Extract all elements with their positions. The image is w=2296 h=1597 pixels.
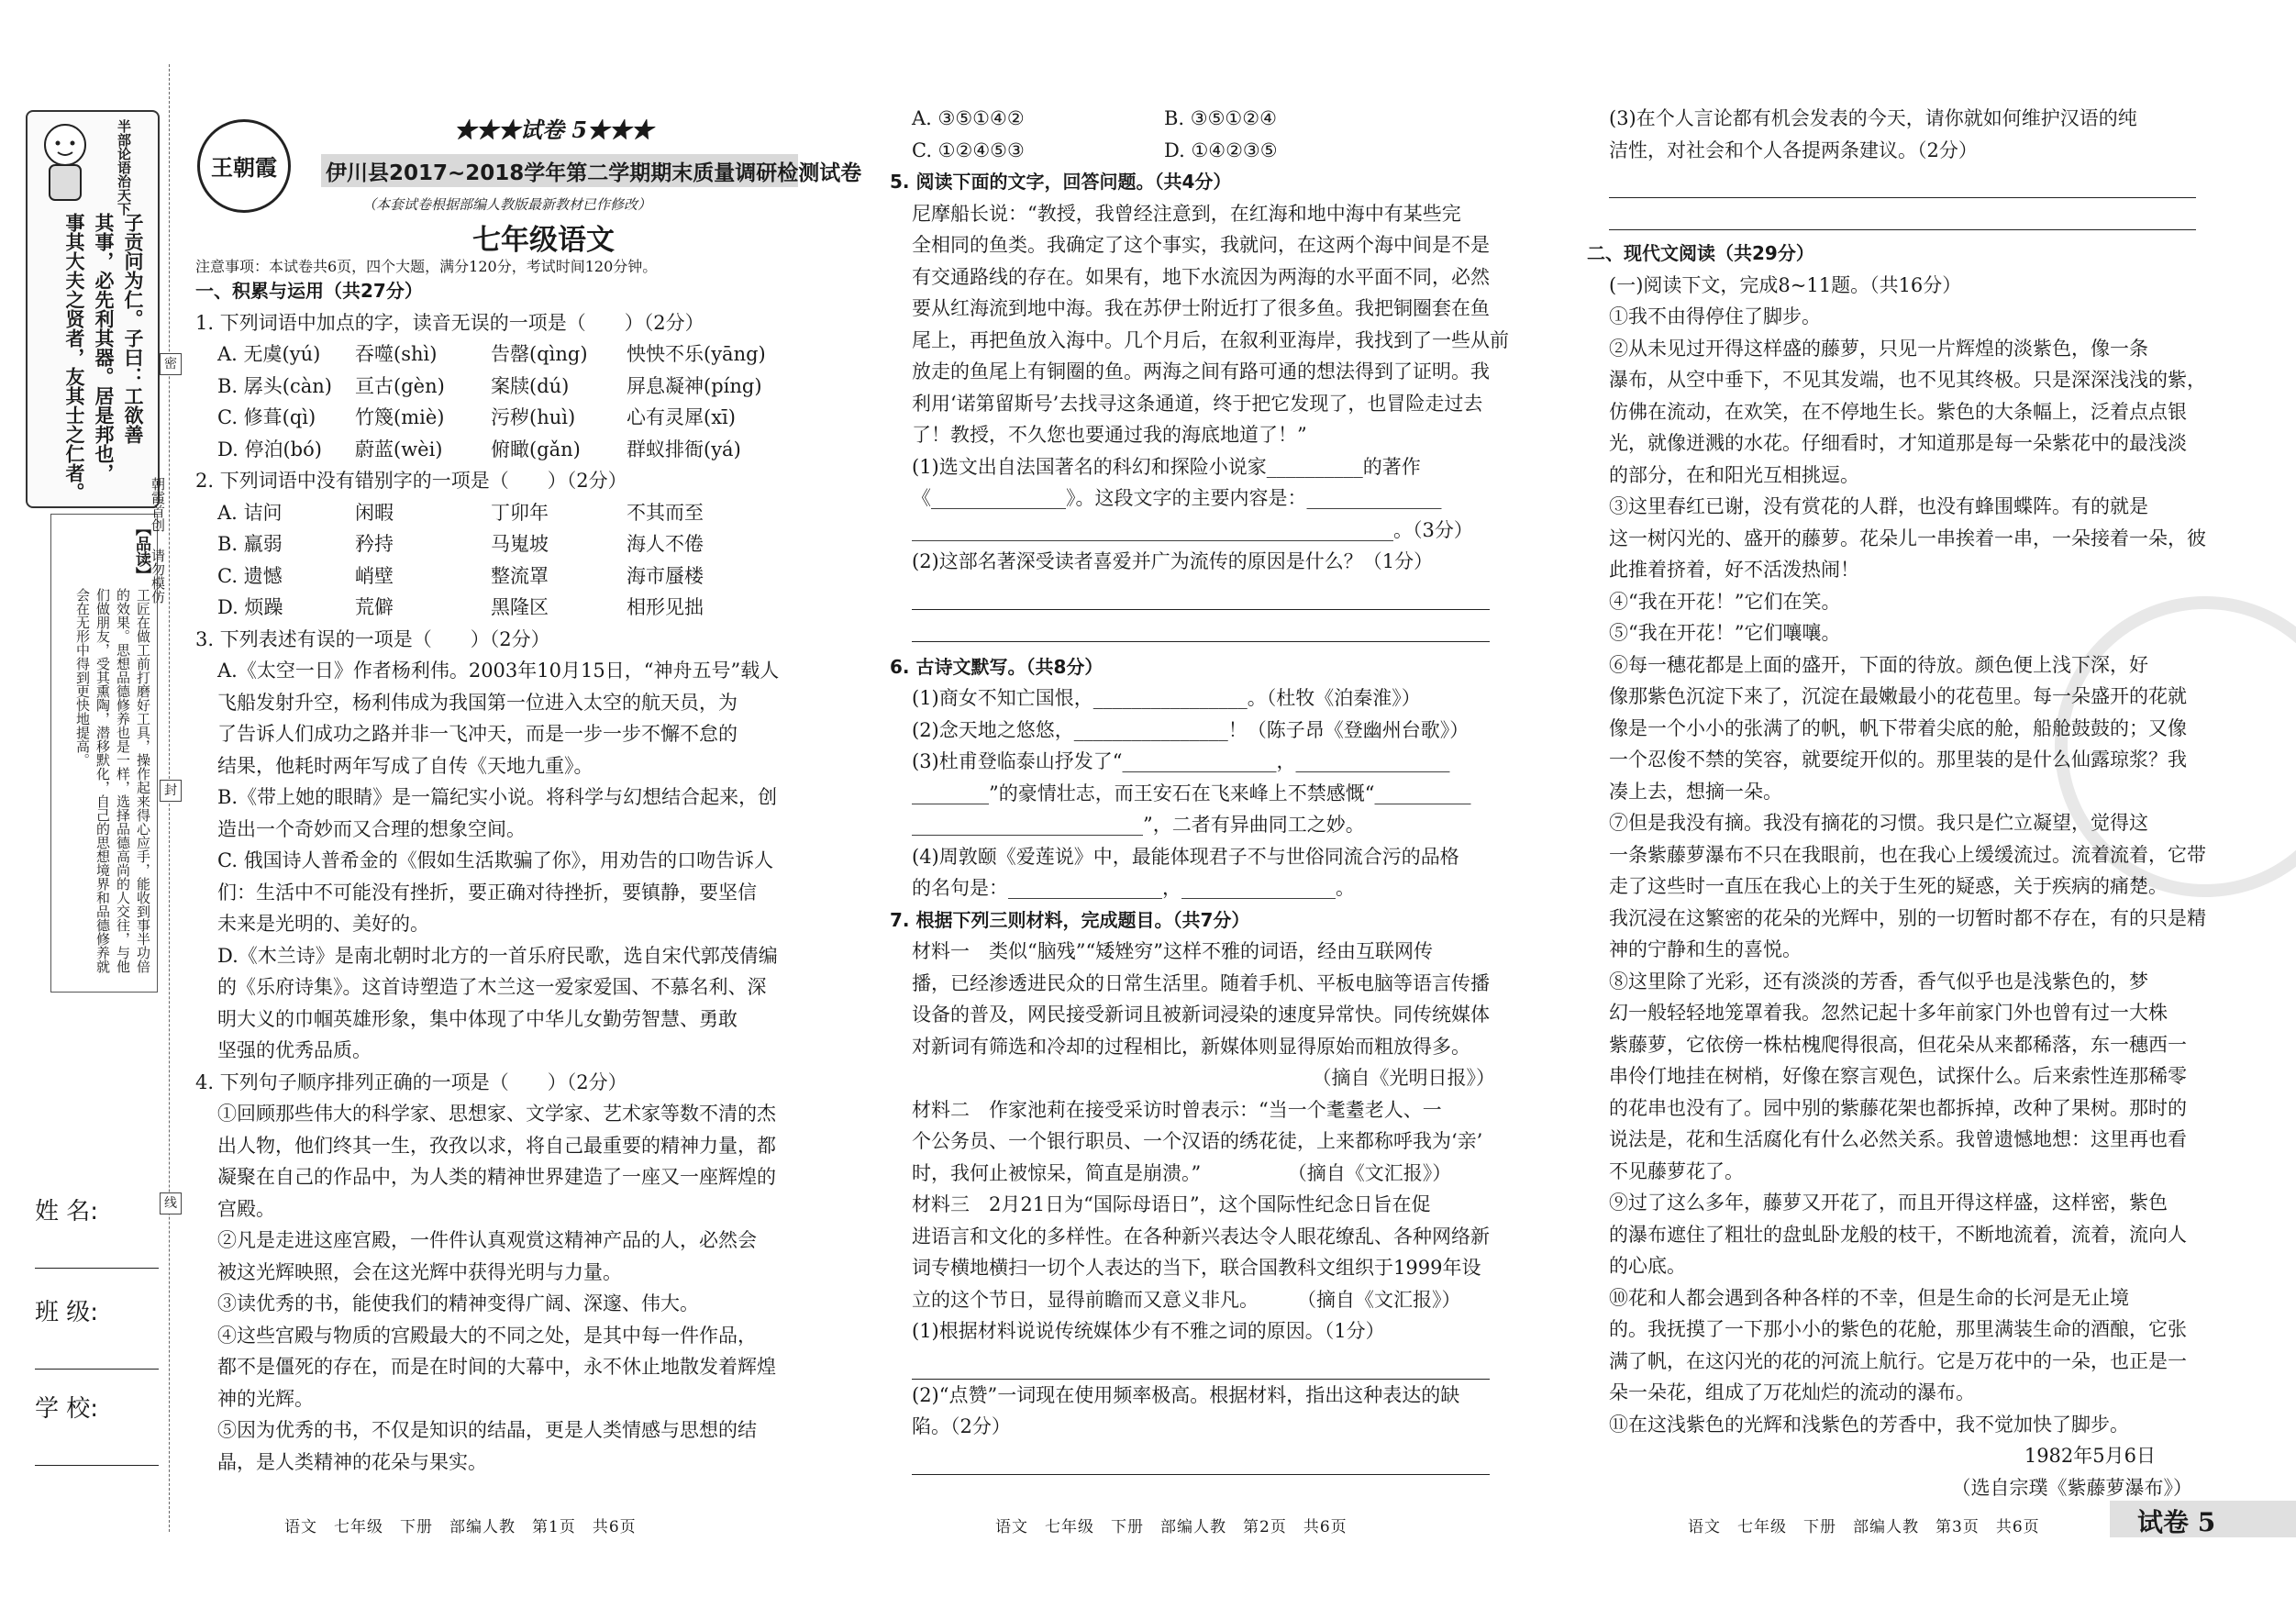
passage-line: 的心底。 xyxy=(1609,1255,1686,1277)
q2-option-row-2[interactable] xyxy=(217,560,819,593)
q2-option-cell: 矜持 xyxy=(355,533,394,555)
footer-paper-tag: 试卷 5 xyxy=(2137,1507,2216,1537)
q2-option-cell: 整流罩 xyxy=(491,564,549,587)
q4-opt-d[interactable]: D. ①④②③⑤ xyxy=(1164,139,1278,161)
q5-stem: 5. 阅读下面的文字，回答问题。（共4分） xyxy=(890,171,1232,193)
q7-2-answer-line[interactable] xyxy=(912,1443,1490,1475)
pindu-title: 【品读】 xyxy=(132,520,150,582)
passage-line: 此推着挤着，好不活泼热闹！ xyxy=(1609,559,1859,581)
q5-passage-line: 了！教授，不久您也要通过我的海底地道了！” xyxy=(912,424,1307,446)
material-1 xyxy=(890,936,1514,1062)
q4-line: 宫殿。 xyxy=(217,1197,275,1220)
q1-option-cell: B. 孱头(càn) xyxy=(217,374,332,397)
q1-option-cell: 群蚁排衙(yá) xyxy=(627,438,741,460)
q3-line: 坚强的优秀品质。 xyxy=(217,1039,372,1061)
seal-mark-3: 线 xyxy=(160,1192,182,1214)
section-1-title: 一、积累与运用（共27分） xyxy=(195,280,423,302)
motto-small: 半部论语治天下 xyxy=(116,119,132,216)
q3-line: 的《乐府诗集》。这首诗塑造了木兰这一爱家爱国、不慕名利、深 xyxy=(217,976,767,998)
q5-passage-line: 尼摩船长说：“教授，我曾经注意到，在红海和地中海中有某些完 xyxy=(912,202,1461,225)
header xyxy=(188,92,862,275)
q4-line: 晶，是人类精神的花朵与果实。 xyxy=(217,1450,487,1473)
passage-line: 的。我抚摸了一下那小小的紫色的花舱，那里满装生命的酒酿，它张 xyxy=(1609,1318,2187,1340)
q1-option-cell: 蔚蓝(wèi) xyxy=(355,438,443,460)
mascot-box xyxy=(26,110,160,508)
passage-line: ⑩花和人都会遇到各种各样的不幸，但是生命的长河是无止境 xyxy=(1609,1286,2129,1309)
q3-line: A.《太空一日》作者杨利伟。2003年10月15日，“神舟五号”载人 xyxy=(217,660,780,682)
q2-option-cell: 丁卯年 xyxy=(491,501,549,524)
reading-passage xyxy=(1587,301,2211,1440)
left-sidebar xyxy=(0,0,177,1597)
mascot-figure-icon xyxy=(33,117,97,205)
notice: 注意事项：本试卷共6页，四个大题，满分120分，考试时间120分钟。 xyxy=(195,258,658,275)
q1-option-cell: 污秽(huì) xyxy=(491,406,576,428)
q1-option-cell: 竹篾(miè) xyxy=(355,406,445,428)
passage-line: 幻一般轻轻地笼罩着我。忽然记起十多年前家门外也曾有过一大株 xyxy=(1609,1002,2168,1024)
q7-3b: 洁性，对社会和个人各提两条建议。（2分） xyxy=(1609,139,1978,161)
material-3 xyxy=(890,1189,1514,1315)
q3-line: B.《带上她的眼睛》是一篇纪实小说。将科学与幻想结合起来，创 xyxy=(217,786,778,808)
footer-page-2: 语文 七年级 下册 部编人教 第2页 共6页 xyxy=(995,1518,1348,1536)
passage-line: 紫藤萝，它依傍一株枯槐爬得很高，但花朵从来都稀落，东一穗西一 xyxy=(1609,1033,2187,1056)
sub-section-1: (一)阅读下文，完成8~11题。（共16分） xyxy=(1609,273,1962,296)
q5-passage-line: 放走的鱼尾上有铜圈的鱼。两海之间有路可通的想法得到了证明。我 xyxy=(912,360,1490,383)
q5-passage-line: 全相同的鱼类。我确定了这个事实，我就问，在这两个海中间是不是 xyxy=(912,234,1490,256)
q1-option-row-2[interactable] xyxy=(217,402,819,434)
q2-option-cell: B. 羸弱 xyxy=(217,533,283,555)
q2-option-cell: 峭壁 xyxy=(355,564,394,587)
q4-opt-b[interactable]: B. ③⑤①②④ xyxy=(1164,107,1277,129)
q3-line: 造出一个奇妙而又合理的想象空间。 xyxy=(217,817,526,840)
passage-line: ⑥每一穗花都是上面的盛开，下面的待放。颜色便上浅下深，好 xyxy=(1609,653,2148,676)
q1-option-cell: 屏息凝神(píng) xyxy=(627,374,762,397)
passage-line: 的花串也没有了。园中别的紫藤花架也都拆掉，改种了果树。那时的 xyxy=(1609,1096,2187,1119)
q7-3-answer-line-2[interactable] xyxy=(1609,198,2196,230)
passage-line: ③这里春红已谢，没有赏花的人群，也没有蜂围蝶阵。有的就是 xyxy=(1609,495,2148,517)
passage-source: （选自宗璞《紫藤萝瀑布》） xyxy=(1951,1476,2192,1499)
q2-option-cell: 黑隆区 xyxy=(491,596,549,618)
q4-line: 凝聚在自己的作品中，为人类的精神世界建造了一座又一座辉煌的 xyxy=(217,1166,776,1188)
material-1-line: 设备的普及，网民接受新词且被新词浸染的速度异常快。同传统媒体 xyxy=(912,1004,1490,1026)
passage-line: ②从未见过开得这样盛的藤萝，只见一片辉煌的淡紫色，像一条 xyxy=(1609,337,2148,360)
q1-option-cell: 怏怏不乐(yāng) xyxy=(627,343,766,365)
q4-answer-options xyxy=(890,103,1514,166)
q4-line: 神的光辉。 xyxy=(217,1387,314,1410)
copyright-notice: 朝霞首创 请勿模仿 xyxy=(150,477,166,604)
q2-options xyxy=(195,497,819,624)
material-2-line: 材料二 作家池莉在接受采访时曾表示：“当一个耄耋老人、一 xyxy=(912,1098,1442,1121)
q2-option-cell: 海人不倦 xyxy=(627,533,704,555)
passage-line: 像是一个小小的张满了的帆，帆下带着尖底的舱，船舱鼓鼓的；又像 xyxy=(1609,716,2187,739)
exam-title: 伊川县2017~2018学年第二学期期末质量调研检测试卷 xyxy=(326,161,862,185)
passage-line: 朵一朵花，组成了万花灿烂的流动的瀑布。 xyxy=(1609,1381,1975,1403)
q7-stem: 7. 根据下列三则材料，完成题目。（共7分） xyxy=(890,908,1250,931)
q1-option-cell: 亘古(gèn) xyxy=(355,374,445,397)
q2-option-cell: A. 诘问 xyxy=(217,501,283,524)
footer-page-3: 语文 七年级 下册 部编人教 第3页 共6页 xyxy=(1688,1518,2040,1536)
q1-option-cell: 告罄(qìng) xyxy=(491,343,588,365)
q5-2-answer-line-1[interactable] xyxy=(912,578,1490,610)
q2-option-cell: C. 遗憾 xyxy=(217,564,283,587)
q5-1b: 《______________》。这段文字的主要内容是：______________ xyxy=(912,487,1442,509)
passage-line: 走了这些时一直压在我心上的关于生死的疑惑，关于疾病的痛楚。 xyxy=(1609,875,2168,897)
material-1-source: （摘自《光明日报》） xyxy=(1312,1067,1495,1089)
q7-3-answer-line-1[interactable] xyxy=(1609,166,2196,198)
q5-passage-line: 尾上，再把鱼放入海中。几个月后，在叙利亚海岸，我找到了一些从前 xyxy=(912,328,1509,351)
material-3-line: 进语言和文化的多样性。在各种新兴表达令人眼花缭乱、各种网络新 xyxy=(912,1225,1490,1248)
passage-line: 这一树闪光的、盛开的藤萝。花朵儿一串挨着一串，一朵接着一朵，彼 xyxy=(1609,527,2206,549)
seal-mark-1: 密 xyxy=(160,353,182,375)
paper-tag: ★★★试卷 5★★★ xyxy=(454,116,654,143)
quote-col3: 事其大夫之贤者，友其士之仁者。 xyxy=(63,213,86,502)
q7-2b: 陷。（2分） xyxy=(912,1415,1011,1437)
passage-line: 凑上去，想摘一朵。 xyxy=(1609,780,1782,803)
q2-option-row-1[interactable] xyxy=(217,528,819,560)
material-2 xyxy=(890,1094,1514,1190)
q5-passage xyxy=(890,198,1514,451)
passage-line: 瀑布，从空中垂下，不见其发端，也不见其终极。只是深深浅浅的紫， xyxy=(1609,369,2206,391)
q3-line: 飞船发射升空，杨利伟成为我国第一位进入太空的航天员，为 xyxy=(217,691,738,714)
q7-1-answer-line[interactable] xyxy=(912,1347,1490,1380)
passage-line: 满了帆，在这闪光的花的河流上航行。它是万花中的一朵，也正是一 xyxy=(1609,1349,2187,1372)
q1-option-cell: 案牍(dú) xyxy=(491,374,570,397)
material-2-line: 时，我何止被惊呆，简直是崩溃。” （摘自《文汇报》） xyxy=(912,1161,1452,1184)
q1-option-cell: A. 无虞(yú) xyxy=(217,343,321,365)
q2-option-cell: 不其而至 xyxy=(627,501,704,524)
q3-line: 未来是光明的、美好的。 xyxy=(217,913,429,935)
q2-option-cell: 海市蜃楼 xyxy=(627,564,704,587)
q1-option-cell: 吞噬(shì) xyxy=(355,343,438,365)
q3-line: D.《木兰诗》是南北朝时北方的一首乐府民歌，选自宋代郭茂倩编 xyxy=(217,944,778,967)
passage-line: 光，就像迸溅的水花。仔细看时，才知道那是每一朵紫花中的最浅淡 xyxy=(1609,432,2187,454)
q4-line: 被这光辉映照，会在这光辉中获得光明与力量。 xyxy=(217,1260,622,1283)
q3-stem: 3. 下列表述有误的一项是（ ）（2分） xyxy=(195,627,550,650)
q1-option-cell: 俯瞰(gǎn) xyxy=(491,438,581,460)
passage-line: ④“我在开花！”它们在笑。 xyxy=(1609,590,1841,613)
passage-line: 我沉浸在这繁密的花朵的光辉中，别的一切暂时都不存在，有的只是精 xyxy=(1609,906,2206,929)
q6-line: ________________________”，二者有异曲同工之妙。 xyxy=(912,814,1365,836)
q1-option-row-1[interactable] xyxy=(217,371,819,403)
material-1-line: 对新词有筛选和冷却的过程相比，新媒体则显得原始而粗放得多。 xyxy=(912,1035,1470,1058)
column-3 xyxy=(1587,103,2211,1503)
passage-line: ⑤“我在开花！”它们嚷嚷。 xyxy=(1609,622,1841,644)
school-field[interactable] xyxy=(35,1463,159,1466)
logo-text: 王朝霞 xyxy=(211,154,277,181)
name-field-label: 姓 名: xyxy=(35,1198,99,1225)
school-field-label: 学 校: xyxy=(35,1395,99,1423)
passage-line: 仿佛在流动，在欢笑，在不停地生长。紫色的大条幅上，泛着点点银 xyxy=(1609,400,2187,423)
q2-option-cell: 马嵬坡 xyxy=(491,533,549,555)
q3-line: 明大义的巾帼英雄形象，集中体现了中华儿女勤劳智慧、勇敢 xyxy=(217,1007,738,1030)
q3-line: 了告诉人们成功之路并非一飞冲天，而是一步一步不懈不怠的 xyxy=(217,723,738,745)
q6-line: ________”的豪情壮志，而王安石在飞来峰上不禁感慨“__________ xyxy=(912,782,1471,804)
q6-stem: 6. 古诗文默写。（共8分） xyxy=(890,655,1104,678)
q5-2: (2)这部名著深受读者喜爱并广为流传的原因是什么？（1分） xyxy=(912,550,1434,572)
q4-opt-c[interactable]: C. ①②④⑤③ xyxy=(912,139,1025,161)
q2-option-row-3[interactable] xyxy=(217,592,819,624)
passage-line: 串伶仃地挂在树梢，好像在察言观色，试探什么。后来索性连那稀零 xyxy=(1609,1065,2187,1087)
q2-stem: 2. 下列词语中没有错别字的一项是（ ）（2分） xyxy=(195,470,627,492)
material-3-line: 材料三 2月21日为“国际母语日”，这个国际性纪念日旨在促 xyxy=(912,1193,1431,1215)
q1-option-row-3[interactable] xyxy=(217,434,819,466)
logo xyxy=(197,119,291,213)
material-1-line: 材料一 类似“脑残”“矮矬穷”这样不雅的词语，经由互联网传 xyxy=(912,940,1433,962)
q7-2a: (2)“点赞”一词现在使用频率极高。根据材料，指出这种表达的缺 xyxy=(912,1383,1460,1406)
column-2 xyxy=(890,103,1514,1475)
q3-line: 们：生活中不可能没有挫折，要正确对待挫折，要镇静，要坚信 xyxy=(217,881,757,904)
q5-1a: (1)选文出自法国著名的科幻和探险小说家__________的著作 xyxy=(912,455,1421,478)
column-1 xyxy=(195,275,819,1478)
q6-line: (3)杜甫登临泰山抒发了“________________，________________ xyxy=(912,750,1450,772)
material-3-line: 词专横地横扫一切个人表达的当下，联合国教科文组织于1999年设 xyxy=(912,1257,1481,1279)
passage-line: ⑪在这浅紫色的光辉和浅紫色的芳香中，我不觉加快了脚步。 xyxy=(1609,1413,2129,1436)
q4-body xyxy=(195,1098,819,1478)
q3-line: 结果，他耗时两年写成了自传《天地九重》。 xyxy=(217,754,593,777)
q2-option-cell: 荒僻 xyxy=(355,596,394,618)
grade-title: 七年级语文 xyxy=(472,224,615,257)
q4-stem: 4. 下列句子顺序排列正确的一项是（ ）（2分） xyxy=(195,1070,627,1093)
passage-date: 1982年5月6日 xyxy=(2024,1445,2156,1467)
q5-passage-line: 利用‘诺第留斯号’去找寻这条通道，终于把它发现了，也冒险走过去 xyxy=(912,392,1483,415)
passage-line: 像那紫色沉淀下来了，沉淀在最嫩最小的花苞里。每一朵盛开的花就 xyxy=(1609,685,2187,707)
passage-line: 说法是，花和生活腐化有什么必然关系。我曾遗憾地想：这里再也看 xyxy=(1609,1128,2187,1150)
q4-line: ③读优秀的书，能使我们的精神变得广阔、深邃、伟大。 xyxy=(217,1292,699,1314)
q5-2-answer-line-2[interactable] xyxy=(912,610,1490,642)
q2-option-row-0[interactable] xyxy=(217,497,819,529)
name-field[interactable] xyxy=(35,1266,159,1269)
section-2-title: 二、现代文阅读（共29分） xyxy=(1587,242,1814,264)
q6-line: (1)商女不知亡国恨，________________。（杜牧《泊秦淮》） xyxy=(912,687,1421,709)
q7-3a: (3)在个人言论都有机会发表的今天，请你就如何维护汉语的纯 xyxy=(1609,107,2137,129)
q3-line: C. 俄国诗人普希金的《假如生活欺骗了你》，用劝告的口吻告诉人 xyxy=(217,849,774,871)
q1-option-cell: D. 停泊(bó) xyxy=(217,438,322,460)
q4-line: 都不是僵死的存在，而是在时间的大幕中，永不休止地散发着辉煌 xyxy=(217,1356,776,1378)
q1-option-cell: C. 修葺(qì) xyxy=(217,406,316,428)
q4-line: 出人物，他们终其一生，孜孜以求，将自己最重要的精神力量，都 xyxy=(217,1134,776,1157)
q5-passage-line: 有交通路线的存在。如果有，地下水流因为两海的水平面不同，必然 xyxy=(912,265,1490,288)
pindu-text: 工匠在做工前打磨好工具，操作起来得心应手，能收到事半功倍的效果。思想品德修养也是一样，选择品德高尚的人交往，与他们做朋友，受其熏陶，潜移默化，自己的思想境界和品德修养就会在无形中得到更快地提高。 xyxy=(74,588,151,973)
passage-line: 一条紫藤萝瀑布不只在我眼前，也在我心上缓缓流过。流着流着，它带 xyxy=(1609,843,2206,866)
q6-line: (4)周敦颐《爱莲说》中，最能体现君子不与世俗同流合污的品格 xyxy=(912,845,1459,868)
q4-opt-a[interactable]: A. ③⑤①④② xyxy=(912,107,1025,129)
passage-line: 不见藤萝花了。 xyxy=(1609,1159,1744,1182)
passage-line: 的瀑布遮住了粗壮的盘虬卧龙般的枝干，不断地流着，流着，流向人 xyxy=(1609,1223,2187,1246)
footer-page-1: 语文 七年级 下册 部编人教 第1页 共6页 xyxy=(284,1518,637,1536)
q3-body xyxy=(195,655,819,1067)
passage-line: ⑧这里除了光彩，还有淡淡的芳香，香气似乎也是浅紫色的，梦 xyxy=(1609,970,2148,993)
material-2-line: 个公务员、一个银行职员、一个汉语的绣花徒，上来都称呼我为‘亲’ xyxy=(912,1130,1483,1152)
passage-line: 神的宁静和生的喜悦。 xyxy=(1609,938,1802,960)
pindu-box xyxy=(50,514,158,993)
quote-col1: 子贡问为仁。子曰：工欲善 xyxy=(122,213,145,444)
exam-subtitle: （本套试卷根据部编人教版最新教材已作修改） xyxy=(362,196,652,213)
passage-line: ⑦但是我没有摘。我没有摘花的习惯。我只是伫立凝望，觉得这 xyxy=(1609,812,2148,834)
q2-option-cell: D. 烦躁 xyxy=(217,596,283,618)
q4-line: ④这些宫殿与物质的宫殿最大的不同之处，是其中每一件作品， xyxy=(217,1324,757,1347)
q5-1c: __________________________________________________。（3分） xyxy=(912,518,1473,541)
q1-stem: 1. 下列词语中加点的字，读音无误的一项是（ ）（2分） xyxy=(195,311,704,334)
material-1-line: 播，已经渗透进民众的日常生活里。随着手机、平板电脑等语言传播 xyxy=(912,971,1490,994)
q2-option-cell: 闲暇 xyxy=(355,501,394,524)
q6-body xyxy=(890,682,1514,904)
passage-line: ⑨过了这么多年，藤萝又开花了，而且开得这样盛，这样密，紫色 xyxy=(1609,1192,2168,1214)
q1-option-cell: 心有灵犀(xī) xyxy=(627,406,736,428)
quote-col2: 其事，必先利其器。居是邦也， xyxy=(93,213,116,482)
q4-line: ②凡是走进这座宫殿，一件件认真观赏这精神产品的人，必然会 xyxy=(217,1229,757,1251)
q7-1: (1)根据材料说说传统媒体少有不雅之词的原因。（1分） xyxy=(912,1320,1385,1342)
passage-line: 的部分，在和阳光互相挑逗。 xyxy=(1609,463,1859,486)
material-3-line: 立的这个节日，显得前瞻而又意义非凡。 （摘自《文汇报》） xyxy=(912,1288,1461,1311)
class-field-label: 班 级: xyxy=(35,1299,99,1326)
passage-line: 一个忍俊不禁的笑容，就要绽开似的。那里装的是什么仙露琼浆？我 xyxy=(1609,749,2187,771)
q6-line: 的名句是：________________，________________。 xyxy=(912,877,1355,899)
seal-mark-2: 封 xyxy=(160,780,182,802)
q6-line: (2)念天地之悠悠，________________！（陈子昂《登幽州台歌》） xyxy=(912,718,1470,741)
q4-line: ①回顾那些伟大的科学家、思想家、文学家、艺术家等数不清的杰 xyxy=(217,1103,776,1125)
passage-line: ①我不由得停住了脚步。 xyxy=(1609,305,1821,327)
q1-options xyxy=(195,338,819,465)
q5-passage-line: 要从红海流到地中海。我在苏伊士附近打了很多鱼。我把铜圈套在鱼 xyxy=(912,297,1490,319)
q1-option-row-0[interactable] xyxy=(217,338,819,371)
q2-option-cell: 相形见拙 xyxy=(627,596,704,618)
q4-line: ⑤因为优秀的书，不仅是知识的结晶，更是人类情感与思想的结 xyxy=(217,1419,757,1441)
class-field[interactable] xyxy=(35,1367,159,1370)
